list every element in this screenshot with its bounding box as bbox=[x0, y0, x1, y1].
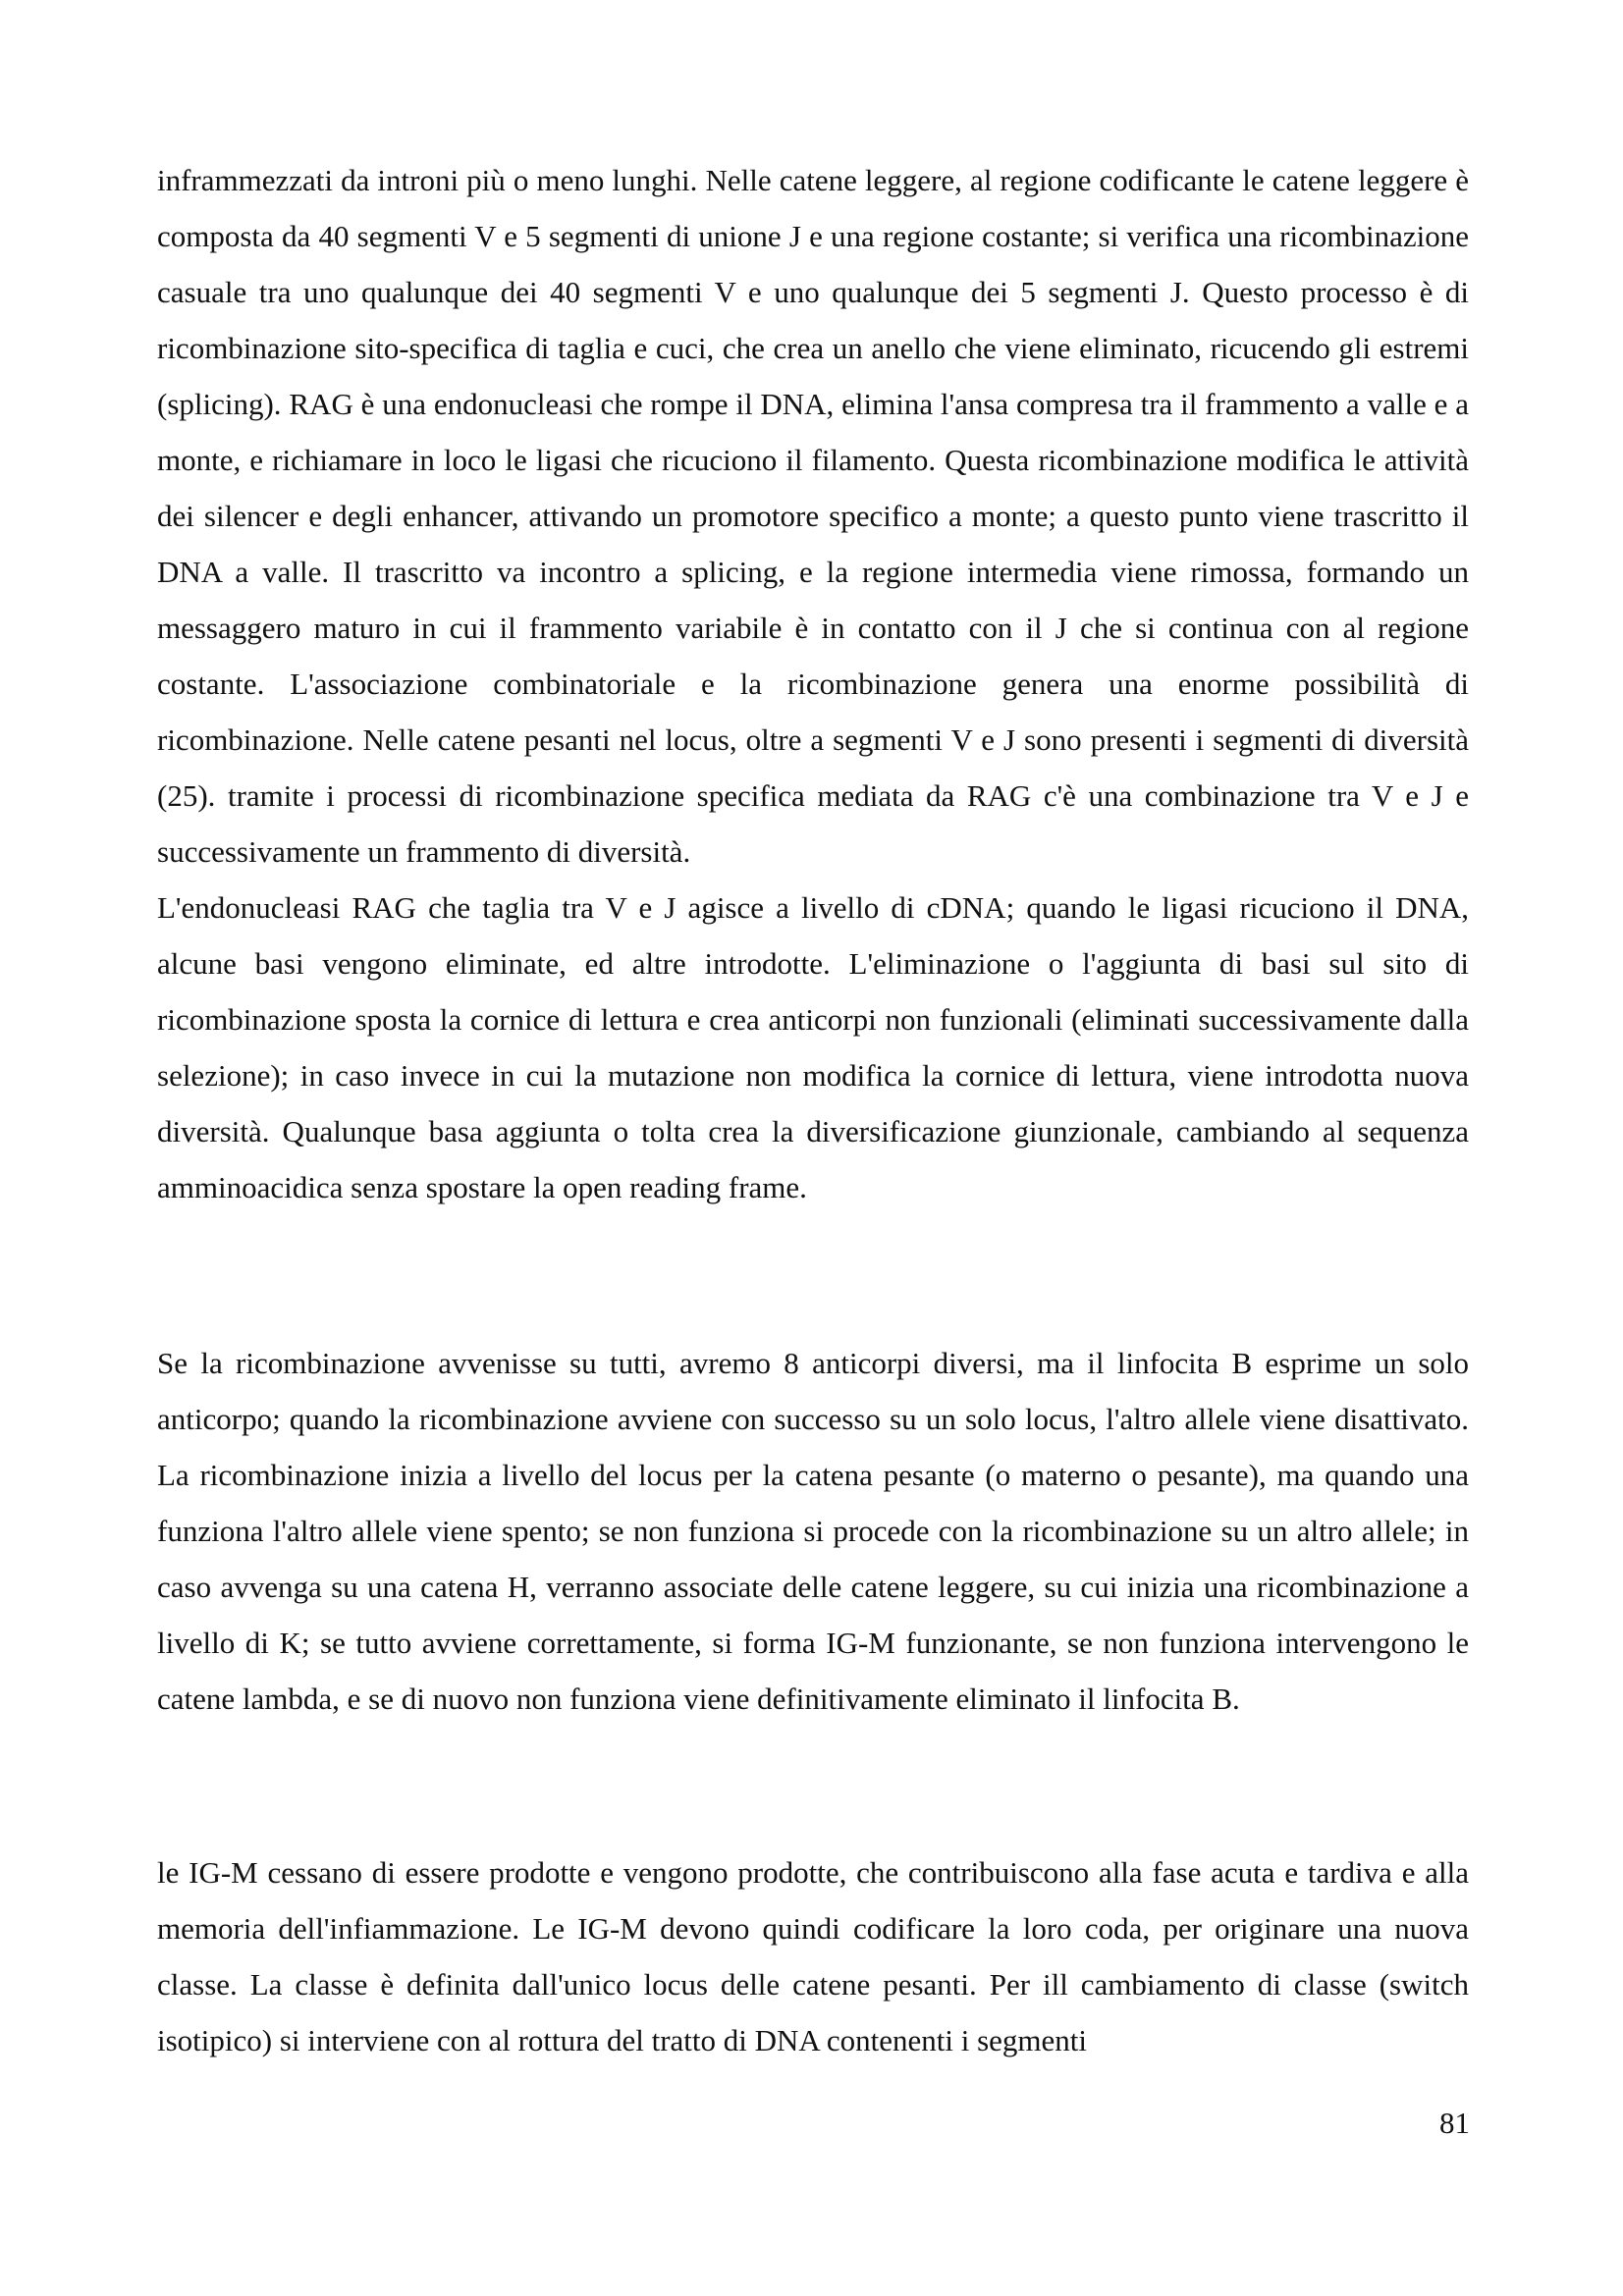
paragraph-3: Se la ricombinazione avvenisse su tutti, avremo 8 anticorpi diversi, ma il linfocita B esprime un solo anticorpo; quando la ricombinazione avviene con successo su un solo locus, l'altro allele viene disattivato. La ricombinazione inizia a livello del locus per la catena pesante (o materno o pesante), ma quando una funziona l'altro allele viene spento; se non funziona si procede con la ricombinazione su un altro allele; in caso avvenga su una catena H, verranno associate delle catene leggere, su cui inizia una ricombinazione a livello di K; se tutto avviene correttamente, si forma IG-M funzionante, se non funziona intervengono le catene lambda, e se di nuovo non funziona viene definitivamente eliminato il linfocita B. bbox=[157, 1346, 1469, 1716]
page-number: 81 bbox=[1439, 2106, 1470, 2140]
paragraph-block-1 bbox=[157, 152, 1469, 1215]
paragraph-2: L'endonucleasi RAG che taglia tra V e J agisce a livello di cDNA; quando le ligasi ricuciono il DNA, alcune basi vengono eliminate, ed altre introdotte. L'eliminazione o l'aggiunta di basi sul sito di ricombinazione sposta la cornice di lettura e crea anticorpi non funzionali (eliminati successivamente dalla selezione); in caso invece in cui la mutazione non modifica la cornice di lettura, viene introdotta nuova diversità. Qualunque basa aggiunta o tolta crea la diversificazione giunzionale, cambiando al sequenza amminoacidica senza spostare la open reading frame. bbox=[157, 890, 1469, 1204]
paragraph-1: inframmezzati da introni più o meno lunghi. Nelle catene leggere, al regione codificante le catene leggere è composta da 40 segmenti V e 5 segmenti di unione J e una regione costante; si verifica una ricombinazione casuale tra uno qualunque dei 40 segmenti V e uno qualunque dei 5 segmenti J. Questo processo è di ricombinazione sito-specifica di taglia e cuci, che crea un anello che viene eliminato, ricucendo gli estremi (splicing). RAG è una endonucleasi che rompe il DNA, elimina l'ansa compresa tra il frammento a valle e a monte, e richiamare in loco le ligasi che ricuciono il filamento. Questa ricombinazione modifica le attività dei silencer e degli enhancer, attivando un promotore specifico a monte; a questo punto viene trascritto il DNA a valle. Il trascritto va incontro a splicing, e la regione intermedia viene rimossa, formando un messaggero maturo in cui il frammento variabile è in contatto con il J che si continua con al regione costante. L'associazione combinatoriale e la ricombinazione genera una enorme possibilità di ricombinazione. Nelle catene pesanti nel locus, oltre a segmenti V e J sono presenti i segmenti di diversità (25). tramite i processi di ricombinazione specifica mediata da RAG c'è una combinazione tra V e J e successivamente un frammento di diversità. bbox=[157, 163, 1469, 869]
paragraph-block-3 bbox=[157, 1844, 1469, 2068]
paragraph-block-2 bbox=[157, 1335, 1469, 1727]
paragraph-4: le IG-M cessano di essere prodotte e vengono prodotte, che contribuiscono alla fase acuta e tardiva e alla memoria dell'infiammazione. Le IG-M devono quindi codificare la loro coda, per originare una nuova classe. La classe è definita dall'unico locus delle catene pesanti. Per ill cambiamento di classe (switch isotipico) si interviene con al rottura del tratto di DNA contenenti i segmenti bbox=[157, 1855, 1469, 2057]
